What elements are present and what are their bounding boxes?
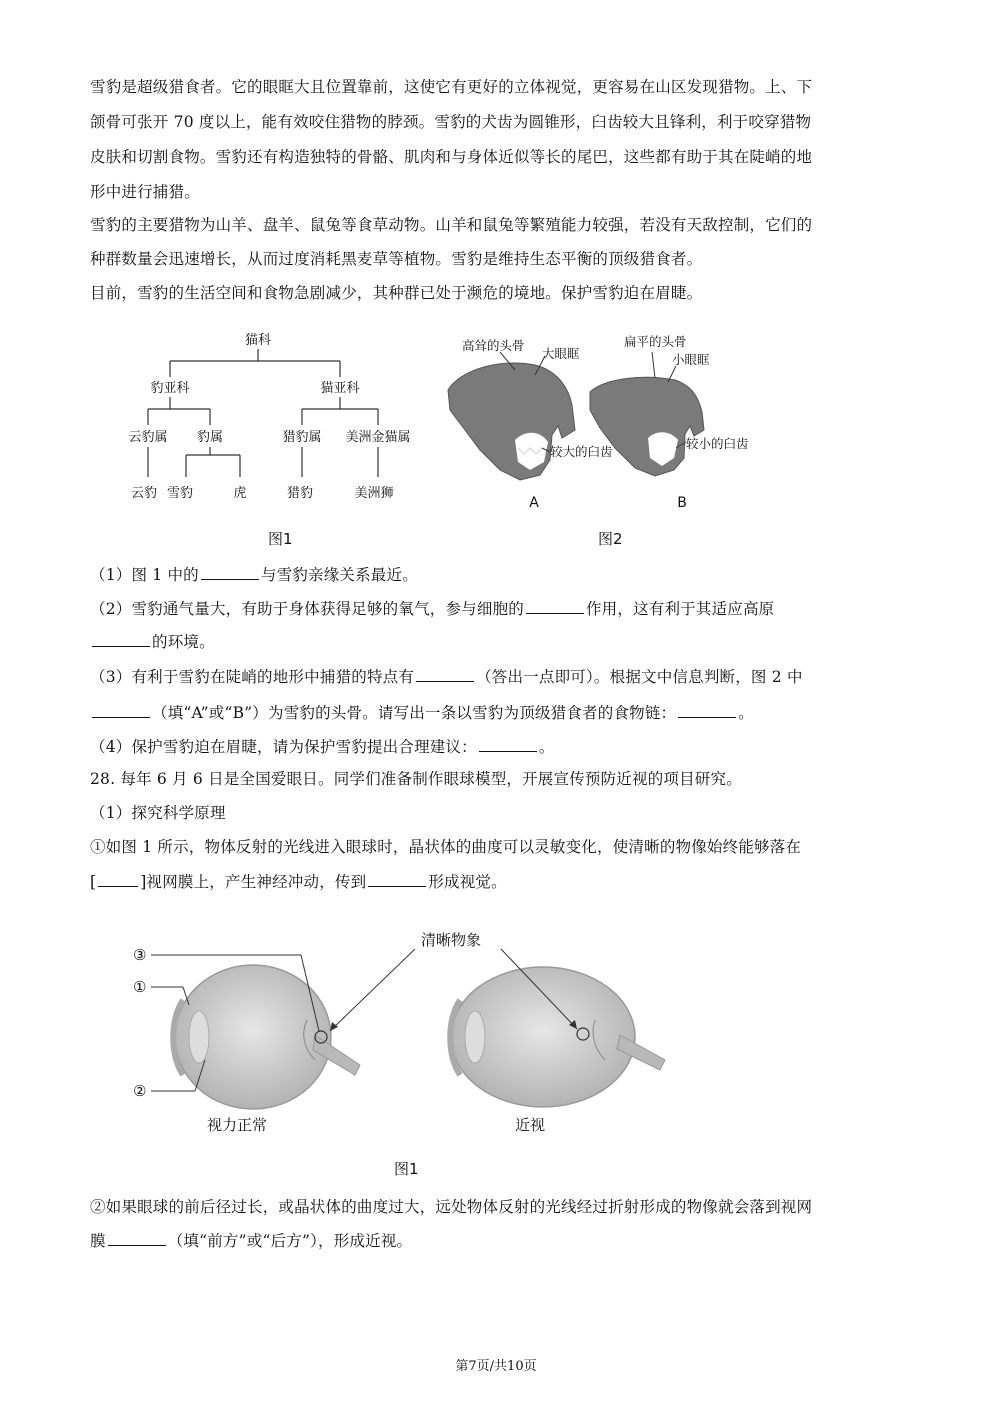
figure-2-caption: 图2 [598,530,623,548]
answer-blank[interactable] [108,1231,166,1246]
tree-genus-2: 豹属 [196,430,224,445]
answer-blank[interactable] [479,737,537,752]
answer-blank[interactable] [678,703,736,718]
tree-species-4: 猎豹 [286,486,314,501]
question-28-sub-1: （1）探究科学原理 [90,804,226,822]
passage-line-3: 皮肤和切割食物。雪豹还有构造独特的骨骼、肌肉和与身体近似等长的尾巴，这些都有助于其在陡峭的地 [90,148,813,166]
tree-root: 猫科 [244,333,272,348]
tree-species-5: 美洲狮 [354,486,394,501]
answer-blank[interactable] [92,703,150,718]
tree-genus-4: 美洲金猫属 [345,430,411,445]
passage-line-6: 种群数量会迅速增长，从而过度消耗黑麦草等植物。雪豹是维持生态平衡的顶级猎食者。 [90,250,703,268]
eye-marker-1: ① [133,978,147,996]
question-28-1-line-2: [ ]视网膜上，产生神经冲动，传到 形成视觉。 [90,873,507,891]
tree-genus-1: 云豹属 [128,430,168,445]
skull-a-top-label: 高耸的头骨 [462,338,525,353]
myopia-eye [450,967,665,1107]
eye-figure-caption: 图1 [394,1160,419,1178]
answer-blank[interactable] [98,872,138,887]
question-2-line-2: 的环境。 [90,632,215,652]
skull-a-letter: A [529,495,539,511]
normal-eye [173,965,360,1109]
question-3-line-1: （3）有利于雪豹在陡峭的地形中捕猎的特点有 （答出一点即可）。根据文中信息判断，图 2 中 [90,668,803,686]
skull-a-eye-label: 大眼眶 [542,346,580,361]
question-28-2-line-1: ②如果眼球的前后径过长，或晶状体的曲度过大，远处物体反射的光线经过折射形成的物像就会落到视网 [90,1198,813,1216]
question-3-line-2: （填“A”或“B”）为雪豹的头骨。请写出一条以雪豹为顶级猎食者的食物链： 。 [90,703,754,723]
tree-species-2: 雪豹 [166,486,194,501]
figure-1-caption: 图1 [268,530,293,548]
question-2-line-1: （2）雪豹通气量大，有助于身体获得足够的氧气，参与细胞的 作用，这有利于其适应高原 [90,600,775,618]
passage-line-4: 形中进行捕猎。 [90,183,200,201]
question-4: （4）保护雪豹迫在眉睫，请为保护雪豹提出合理建议： 。 [90,738,555,756]
skull-a-tooth-label: 较大的臼齿 [550,444,613,459]
answer-blank[interactable] [201,565,259,580]
skull-b-tooth-label: 较小的臼齿 [686,436,749,451]
question-28-title: 28. 每年 6 月 6 日是全国爱眼日。同学们准备制作眼球模型，开展宣传预防近视的项目研究。 [90,770,742,788]
question-28-2-line-2: 膜 （填“前方”或“后方”），形成近视。 [90,1232,413,1250]
normal-vision-label: 视力正常 [207,1116,268,1134]
eye-marker-2: ② [133,1082,147,1100]
clear-image-label: 清晰物象 [421,931,482,949]
skull-a-shape [448,363,575,480]
eye-marker-3: ③ [133,946,147,964]
answer-blank[interactable] [92,632,150,647]
passage-line-7: 目前，雪豹的生活空间和食物急剧减少，其种群已处于濒危的境地。保护雪豹迫在眉睫。 [90,284,703,302]
answer-blank[interactable] [368,872,426,887]
passage-line-5: 雪豹的主要猎物为山羊、盘羊、鼠兔等食草动物。山羊和鼠兔等繁殖能力较强，若没有天敌控制，它们的 [90,216,813,234]
skull-b-shape [590,377,704,476]
classification-tree-figure [110,325,430,515]
myopia-label: 近视 [515,1116,546,1134]
question-28-1-line-1: ①如图 1 所示，物体反射的光线进入眼球时，晶状体的曲度可以灵敏变化，使清晰的物像始终能够落在 [90,838,802,856]
tree-species-1: 云豹 [130,486,158,501]
tree-subfamily-2: 猫亚科 [320,381,360,396]
passage-line-2: 颌骨可张开 70 度以上，能有效咬住猎物的脖颈。雪豹的犬齿为圆锥形，臼齿较大且锋利，利于咬穿猎物 [90,113,812,131]
passage-line-1: 雪豹是超级猎食者。它的眼眶大且位置靠前，这使它有更好的立体视觉，更容易在山区发现猎物。上、下 [90,78,813,96]
skull-comparison-figure [440,330,780,515]
tree-species-3: 虎 [233,486,247,501]
tree-subfamily-1: 豹亚科 [150,381,190,396]
skull-b-top-label: 扁平的头骨 [624,334,687,349]
page-footer: 第7页/共10页 [455,1359,537,1374]
question-1: （1）图 1 中的 与雪豹亲缘关系最近。 [90,566,418,584]
skull-b-letter: B [677,495,687,511]
answer-blank[interactable] [416,667,474,682]
skull-b-eye-label: 小眼眶 [672,352,710,367]
tree-genus-3: 猎豹属 [282,430,322,445]
eye-diagram-figure [125,925,685,1135]
answer-blank[interactable] [526,599,584,614]
